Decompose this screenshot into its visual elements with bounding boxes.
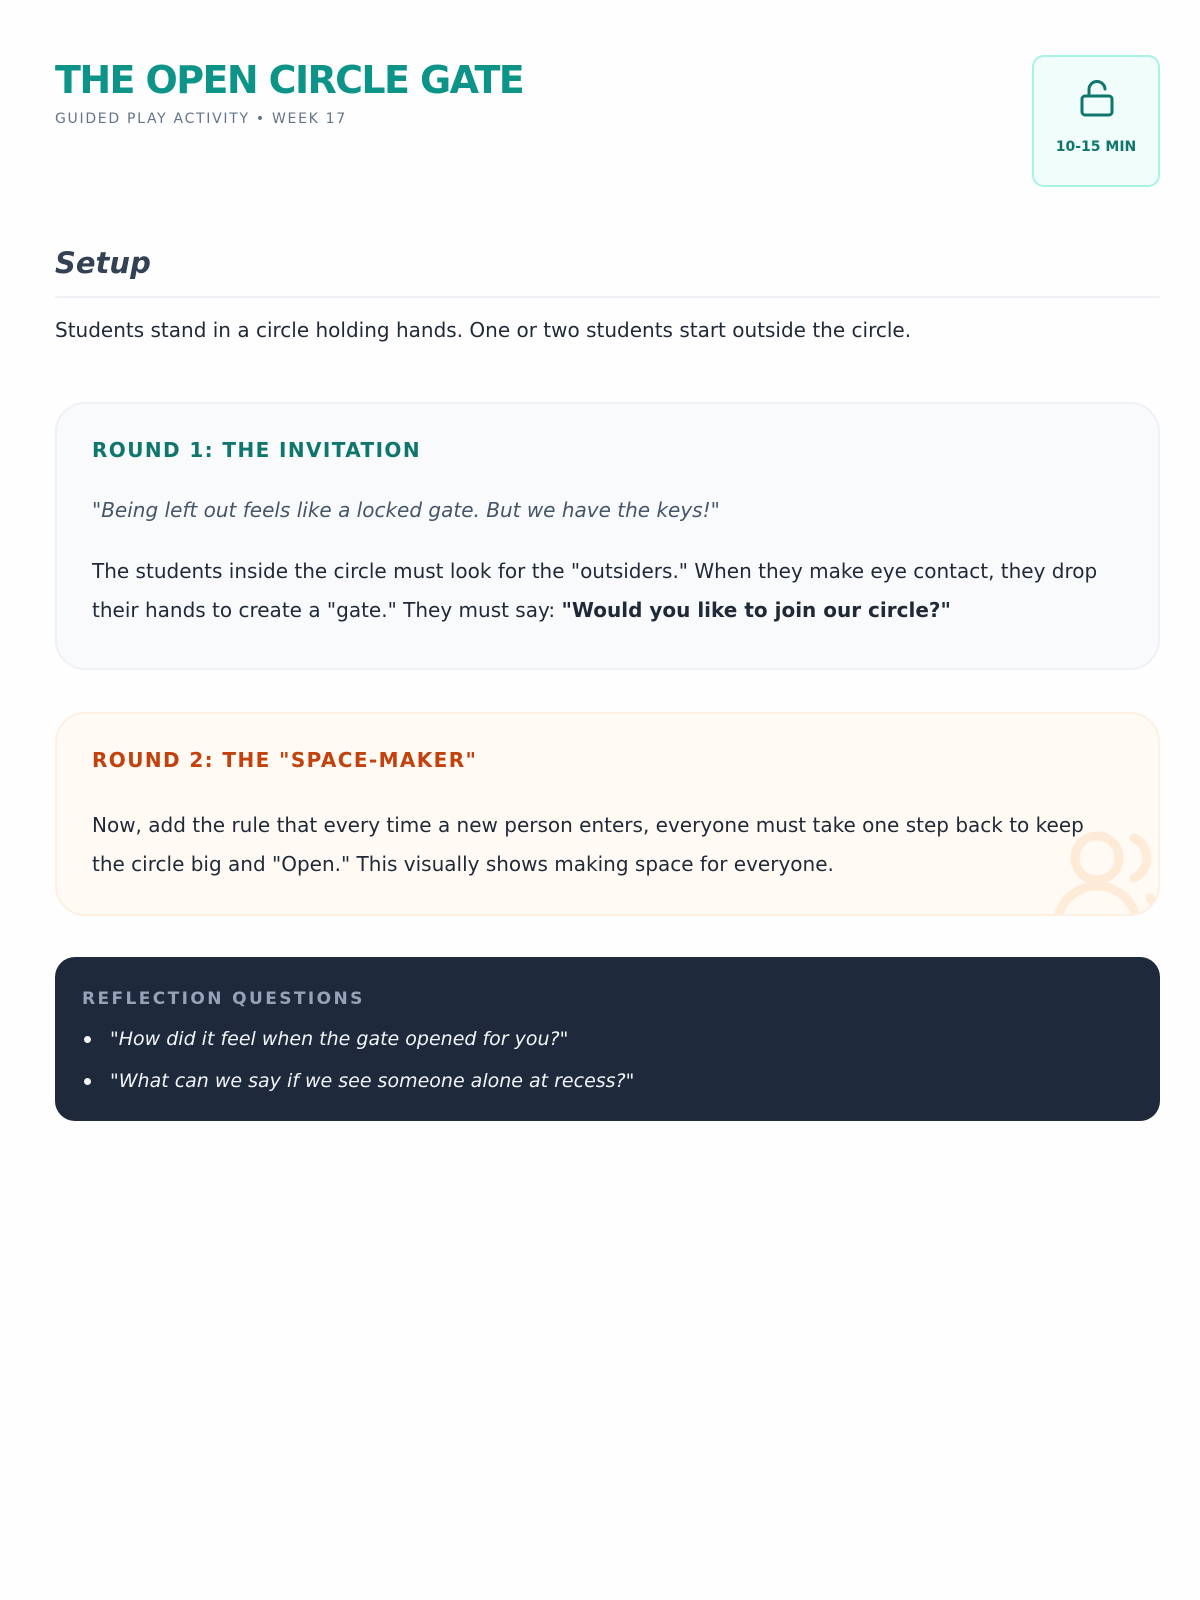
reflection-title: REFLECTION QUESTIONS (82, 989, 365, 1009)
round-2-title: ROUND 2: THE "SPACE-MAKER" (92, 748, 478, 772)
duration-badge (1032, 55, 1160, 187)
reflection-question-text: "What can we say if we see someone alone at recess?" (110, 1070, 635, 1092)
activity-page (55, 0, 1160, 1092)
round-1-card (55, 402, 1160, 670)
round-1-quote: "Being left out feels like a locked gate. But we have the keys!" (92, 498, 720, 522)
bullet-icon (84, 1036, 91, 1043)
page-title: THE OPEN CIRCLE GATE (55, 58, 524, 102)
page-subtitle: GUIDED PLAY ACTIVITY • WEEK 17 (55, 111, 347, 127)
round-2-card (55, 712, 1160, 916)
unlock-icon (1080, 79, 1114, 117)
round-2-body: Now, add the rule that every time a new person enters, everyone must take one step back to keep the circle big and "Open." This visually shows making space for everyone. (92, 813, 1084, 876)
setup-divider (55, 296, 1160, 298)
page-header (55, 0, 1160, 200)
reflection-question-text: "How did it feel when the gate opened for you?" (110, 1028, 569, 1050)
reflection-list (82, 1021, 634, 1105)
duration-label: 10-15 MIN (1055, 139, 1137, 155)
round-1-title: ROUND 1: THE INVITATION (92, 438, 421, 462)
reflection-panel (55, 957, 1160, 1121)
reflection-question (82, 1063, 634, 1105)
users-icon (1052, 818, 1160, 916)
round-1-body (92, 552, 1102, 630)
bullet-icon (84, 1078, 91, 1085)
round-1-body-text: The students inside the circle must look for the "outsiders." When they make eye contact, they drop their hands to create a "gate." They must say: (92, 559, 1098, 622)
setup-heading: Setup (55, 246, 151, 280)
round-1-key-phrase: "Would you like to join our circle?" (561, 598, 951, 622)
setup-text: Students stand in a circle holding hands. One or two students start outside the circle. (55, 318, 912, 342)
reflection-question (82, 1021, 634, 1063)
